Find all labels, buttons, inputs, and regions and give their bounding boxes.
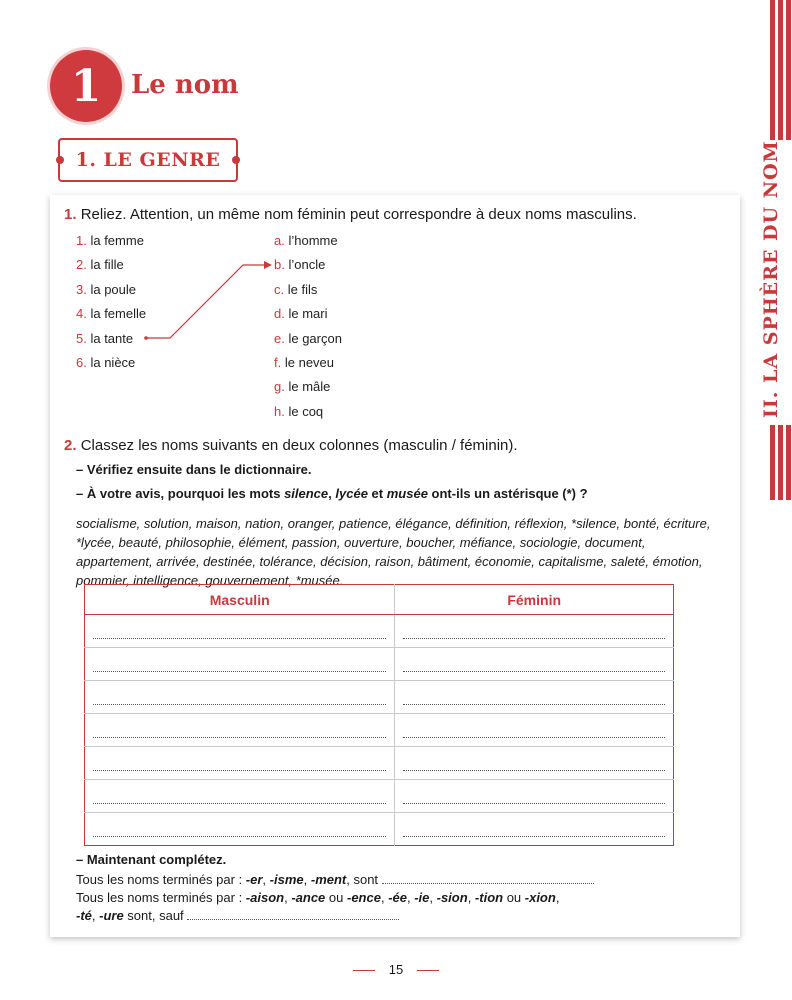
part-title-vertical: II. LA SPHÈRE DU NOM <box>760 140 782 418</box>
right-item[interactable]: c. le fils <box>274 282 318 297</box>
table-row <box>85 648 674 681</box>
answer-cell[interactable] <box>395 648 674 681</box>
answer-cell[interactable] <box>85 813 395 846</box>
side-bars-top <box>770 0 792 140</box>
answer-cell[interactable] <box>85 714 395 747</box>
answer-blank-1[interactable] <box>382 874 594 884</box>
left-item[interactable]: 1. la femme <box>76 233 144 248</box>
exercise-2-text: Classez les noms suivants en deux colonnes (masculin / féminin). <box>80 437 518 454</box>
answer-cell[interactable] <box>85 747 395 780</box>
chapter-number: 1 <box>70 60 102 112</box>
example-link-arrow <box>50 195 740 425</box>
answer-cell[interactable] <box>395 780 674 813</box>
left-item[interactable]: 4. la femelle <box>76 306 147 321</box>
word-list: socialisme, solution, maison, nation, oranger, patience, élégance, définition, réflexion, *silence, bonté, écriture, *lycée, beauté, philosophie, élément, passion, ouverture, boucher, méfiance, sociologie, document, appartement, arrivée, destinée, tolérance, décision, raison, bâtiment, économie, capitalisme, saleté, émotion, pommier, intelligence, gouvernement, *musée. <box>76 516 711 588</box>
completion-line-1: Tous les noms terminés par : -er, -isme, -ment, sont <box>76 872 594 887</box>
page-footer <box>0 962 792 977</box>
table-row <box>85 813 674 846</box>
answer-cell[interactable] <box>395 681 674 714</box>
right-item[interactable]: g. le mâle <box>274 379 331 394</box>
exercise-2-prompt <box>64 437 518 454</box>
table-row <box>85 714 674 747</box>
complete-instruction: – Maintenant complétez. <box>76 852 227 867</box>
left-item[interactable]: 5. la tante <box>76 331 134 346</box>
answer-cell[interactable] <box>85 648 395 681</box>
column-header-masculin: Masculin <box>85 585 395 615</box>
chapter-title: Le nom <box>131 70 239 100</box>
answer-cell[interactable] <box>85 615 395 648</box>
completion-line-3: -té, -ure sont, sauf <box>76 908 399 923</box>
table-row <box>85 615 674 648</box>
right-item[interactable]: e. le garçon <box>274 331 342 346</box>
section-heading <box>58 138 238 182</box>
chapter-number-badge <box>50 50 122 122</box>
exercise-1-prompt <box>64 206 637 223</box>
table-row <box>85 747 674 780</box>
exercise-1-text: Reliez. Attention, un même nom féminin peut correspondre à deux noms masculins. <box>80 206 637 223</box>
table-row <box>85 681 674 714</box>
answer-cell[interactable] <box>85 681 395 714</box>
exercise-2-number: 2. <box>64 437 77 454</box>
right-item[interactable]: d. le mari <box>274 306 328 321</box>
exercise-1-number: 1. <box>64 206 77 223</box>
answer-cell[interactable] <box>395 615 674 648</box>
section-heading-text: 1. LE GENRE <box>75 149 221 171</box>
page-number: 15 <box>388 962 404 977</box>
answer-cell[interactable] <box>85 780 395 813</box>
right-item[interactable]: f. le neveu <box>274 355 335 370</box>
answer-cell[interactable] <box>395 714 674 747</box>
instruction-dictionary: – Vérifiez ensuite dans le dictionnaire. <box>76 462 312 477</box>
answer-cell[interactable] <box>395 813 674 846</box>
completion-line-2: Tous les noms terminés par : -aison, -ance ou -ence, -ée, -ie, -sion, -tion ou -xion, <box>76 890 560 905</box>
exercise-card <box>50 195 740 937</box>
right-item[interactable]: b. l’oncle <box>274 257 326 272</box>
instruction-asterisk: – À votre avis, pourquoi les mots silence, lycée et musée ont-ils un astérisque (*) ? <box>76 486 588 501</box>
side-bars-bottom <box>770 425 792 500</box>
left-item[interactable]: 6. la nièce <box>76 355 136 370</box>
column-header-feminin: Féminin <box>395 585 674 615</box>
classification-table <box>84 584 674 846</box>
right-item[interactable]: h. le coq <box>274 404 324 419</box>
answer-blank-2[interactable] <box>187 910 399 920</box>
table-row <box>85 780 674 813</box>
answer-cell[interactable] <box>395 747 674 780</box>
right-item[interactable]: a. l’homme <box>274 233 338 248</box>
left-item[interactable]: 2. la fille <box>76 257 124 272</box>
left-item[interactable]: 3. la poule <box>76 282 137 297</box>
